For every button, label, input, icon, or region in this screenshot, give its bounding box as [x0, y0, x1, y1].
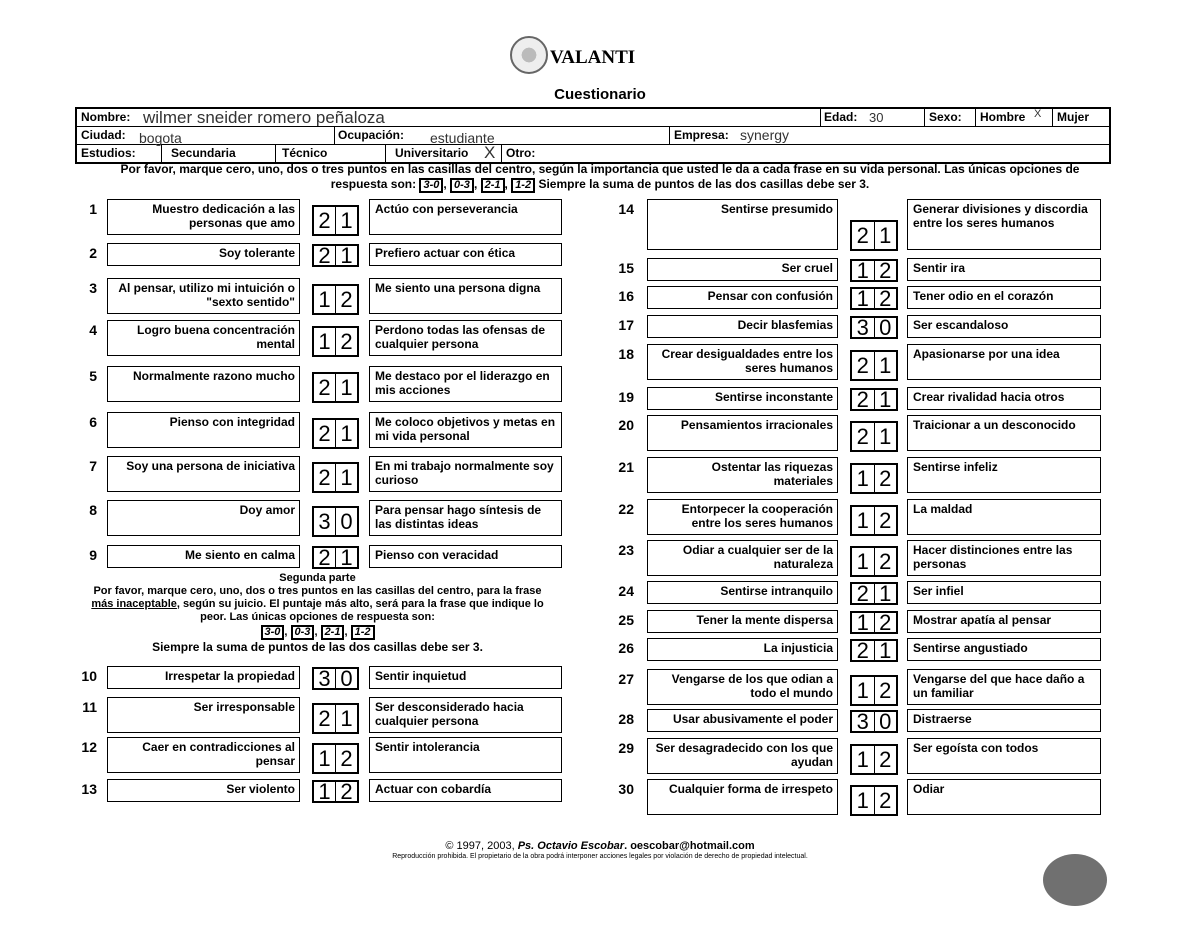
- hombre-label: Hombre: [980, 110, 1026, 124]
- instructions-line-2: respuesta son: 3-0 , 0-3 , 2-1 , 1-2 Siempre la suma de puntos de las dos casillas debe ser 3.: [330, 177, 870, 191]
- option-badge: 1-2: [511, 178, 535, 193]
- item-number: 8: [89, 502, 97, 518]
- right-statement: Ser desconsiderado hacia cualquier persona: [369, 697, 562, 733]
- right-statement: Ser escandaloso: [907, 315, 1101, 338]
- left-statement: Soy una persona de iniciativa: [107, 456, 300, 492]
- logo-text: VALANTI: [550, 47, 636, 68]
- left-statement: Tener la mente dispersa: [647, 610, 838, 633]
- left-statement: Vengarse de los que odian a todo el mundo: [647, 669, 838, 705]
- score-left-field[interactable]: 2: [852, 423, 875, 450]
- option-badge: 2-1: [321, 625, 345, 640]
- score-right-field[interactable]: 2: [879, 258, 892, 283]
- right-statement: Prefiero actuar con ética: [369, 243, 562, 266]
- score-pair[interactable]: [312, 703, 359, 734]
- score-right-field[interactable]: 1: [879, 387, 892, 412]
- item-number: 23: [618, 542, 634, 558]
- item-number: 11: [82, 699, 97, 715]
- score-left-field[interactable]: 2: [852, 584, 875, 603]
- item-number: 26: [618, 640, 634, 656]
- left-statement: Me siento en calma: [107, 545, 300, 568]
- header-row-3: [77, 145, 1109, 162]
- left-statement: Decir blasfemias: [647, 315, 838, 338]
- left-statement: Pienso con integridad: [107, 412, 300, 448]
- left-statement: Normalmente razono mucho: [107, 366, 300, 402]
- second-part-title: Segunda parte: [279, 572, 356, 584]
- score-right-field[interactable]: 1: [879, 638, 892, 663]
- nombre-field[interactable]: wilmer sneider romero peñaloza: [143, 109, 385, 126]
- score-pair[interactable]: [312, 326, 359, 357]
- score-left-field[interactable]: 1: [852, 613, 875, 632]
- right-statement: Sentir inquietud: [369, 666, 562, 689]
- left-statement: Odiar a cualquier ser de la naturaleza: [647, 540, 838, 576]
- left-statement: Crear desigualdades entre los seres humanos: [647, 344, 838, 380]
- right-statement: Actúo con perseverancia: [369, 199, 562, 235]
- score-right-field[interactable]: 1: [879, 581, 892, 606]
- score-pair[interactable]: [312, 667, 359, 690]
- mujer-label: Mujer: [1057, 110, 1090, 124]
- item-number: 14: [618, 201, 634, 217]
- score-pair[interactable]: [850, 611, 898, 634]
- empresa-field[interactable]: synergy: [740, 127, 790, 143]
- score-pair[interactable]: [312, 205, 359, 236]
- left-statement: Irrespetar la propiedad: [107, 666, 300, 689]
- right-statement: Distraerse: [907, 709, 1101, 732]
- score-left-field[interactable]: 3: [314, 508, 336, 535]
- hombre-checkmark[interactable]: X: [1034, 108, 1042, 120]
- left-statement: Pensamientos irracionales: [647, 415, 838, 451]
- dark-circle: [1043, 854, 1107, 906]
- left-statement: Al pensar, utilizo mi intuición o "sexto sentido": [107, 278, 300, 314]
- score-left-field[interactable]: 3: [852, 318, 875, 337]
- score-right-field[interactable]: 0: [879, 315, 892, 340]
- item-number: 2: [89, 245, 97, 261]
- left-statement: Doy amor: [107, 500, 300, 536]
- item-number: 22: [618, 501, 634, 517]
- score-right-field[interactable]: 1: [340, 706, 353, 731]
- score-left-field[interactable]: 1: [314, 782, 336, 801]
- score-pair[interactable]: [312, 462, 359, 493]
- score-left-field[interactable]: 1: [852, 507, 875, 534]
- score-pair[interactable]: [850, 505, 898, 536]
- score-right-field[interactable]: 1: [340, 545, 353, 570]
- score-pair[interactable]: [312, 284, 359, 315]
- score-left-field[interactable]: 2: [852, 390, 875, 409]
- left-statement: Ser irresponsable: [107, 697, 300, 733]
- left-statement: Sentirse intranquilo: [647, 581, 838, 604]
- sexo-label: Sexo:: [929, 110, 962, 124]
- ocupacion-field[interactable]: estudiante: [430, 130, 495, 146]
- score-right-field[interactable]: 2: [879, 788, 892, 813]
- right-statement: Para pensar hago síntesis de las distintas ideas: [369, 500, 562, 536]
- page-title: Cuestionario: [554, 86, 646, 103]
- right-statement: Sentir ira: [907, 258, 1101, 281]
- option-badge: 3-0: [261, 625, 285, 640]
- right-statement: Traicionar a un desconocido: [907, 415, 1101, 451]
- score-pair[interactable]: [850, 744, 898, 775]
- right-statement: Ser egoísta con todos: [907, 738, 1101, 774]
- ciudad-field[interactable]: bogota: [139, 130, 182, 146]
- left-statement: Caer en contradicciones al pensar: [107, 737, 300, 773]
- underlined-phrase: más inaceptable: [91, 598, 177, 610]
- estudios-label: Estudios:: [81, 146, 136, 160]
- right-statement: En mi trabajo normalmente soy curioso: [369, 456, 562, 492]
- universitario-checkmark[interactable]: X: [484, 145, 496, 162]
- right-statement: Perdono todas las ofensas de cualquier persona: [369, 320, 562, 356]
- score-right-field[interactable]: 2: [879, 610, 892, 635]
- score-pair[interactable]: [850, 582, 898, 605]
- score-right-field[interactable]: 1: [340, 243, 353, 268]
- score-pair[interactable]: [312, 743, 359, 774]
- option-badge: 3-0: [419, 178, 443, 193]
- score-pair[interactable]: [850, 546, 898, 577]
- item-number: 30: [618, 781, 634, 797]
- score-left-field[interactable]: 1: [314, 328, 336, 355]
- score-pair[interactable]: [850, 220, 898, 251]
- otro-label: Otro:: [506, 146, 536, 160]
- edad-label: Edad:: [824, 110, 858, 124]
- score-pair[interactable]: [850, 287, 898, 310]
- right-statement: Ser infiel: [907, 581, 1101, 604]
- score-pair[interactable]: [312, 372, 359, 403]
- score-right-field[interactable]: 1: [879, 223, 892, 248]
- left-statement: Ser violento: [107, 779, 300, 802]
- score-right-field[interactable]: 1: [340, 465, 353, 490]
- score-left-field[interactable]: 1: [852, 465, 875, 492]
- score-pair[interactable]: [850, 785, 898, 816]
- score-pair[interactable]: [312, 506, 359, 537]
- score-left-field[interactable]: 1: [314, 286, 336, 313]
- right-statement: Sentirse angustiado: [907, 638, 1101, 661]
- item-number: 20: [618, 417, 634, 433]
- score-left-field[interactable]: 1: [852, 289, 875, 308]
- item-number: 1: [89, 201, 97, 217]
- score-right-field[interactable]: 1: [340, 375, 353, 400]
- score-pair[interactable]: [850, 675, 898, 706]
- score-right-field[interactable]: 2: [340, 287, 353, 312]
- universitario-label: Universitario: [395, 146, 469, 160]
- score-pair[interactable]: [850, 463, 898, 494]
- tecnico-label: Técnico: [282, 146, 328, 160]
- score-left-field[interactable]: 3: [852, 712, 875, 731]
- score-right-field[interactable]: 2: [340, 329, 353, 354]
- score-right-field[interactable]: 2: [340, 746, 353, 771]
- item-number: 6: [89, 414, 97, 430]
- legal-notice: Reproducción prohibida. El propietario de la obra podrá interponer acciones legales por violación de derecho de propiedad intelectual.: [392, 853, 808, 860]
- item-number: 27: [618, 671, 634, 687]
- item-number: 17: [618, 317, 634, 333]
- score-right-field[interactable]: 0: [879, 709, 892, 734]
- right-statement: La maldad: [907, 499, 1101, 535]
- score-right-field[interactable]: 0: [340, 666, 353, 691]
- item-number: 16: [618, 288, 634, 304]
- right-statement: Generar divisiones y discordia entre los seres humanos: [907, 199, 1101, 250]
- score-pair[interactable]: [312, 244, 359, 267]
- score-left-field[interactable]: 2: [852, 352, 875, 379]
- personal-info-form: [75, 107, 1111, 164]
- score-left-field[interactable]: 2: [314, 246, 336, 265]
- header-row-1: [77, 109, 1109, 127]
- item-number: 9: [89, 547, 97, 563]
- score-left-field[interactable]: 1: [852, 261, 875, 280]
- score-right-field[interactable]: 1: [340, 208, 353, 233]
- score-right-field[interactable]: 1: [340, 421, 353, 446]
- item-number: 13: [81, 781, 97, 797]
- copyright: © 1997, 2003,: [445, 840, 515, 852]
- score-left-field[interactable]: 2: [314, 548, 336, 567]
- score-right-field[interactable]: 2: [340, 779, 353, 804]
- right-statement: Mostrar apatía al pensar: [907, 610, 1101, 633]
- right-statement: Me destaco por el liderazgo en mis acciones: [369, 366, 562, 402]
- author: Ps. Octavio Escobar: [517, 840, 625, 852]
- score-pair[interactable]: [850, 316, 898, 339]
- right-statement: Crear rivalidad hacia otros: [907, 387, 1101, 410]
- score-right-field[interactable]: 1: [879, 353, 892, 378]
- right-statement: Sentirse infeliz: [907, 457, 1101, 493]
- item-number: 29: [618, 740, 634, 756]
- score-left-field[interactable]: 2: [314, 420, 336, 447]
- left-statement: Muestro dedicación a las personas que amo: [107, 199, 300, 235]
- ocupacion-label: Ocupación:: [338, 128, 405, 142]
- score-left-field[interactable]: 1: [314, 745, 336, 772]
- option-badge: 2-1: [481, 178, 505, 193]
- nombre-label: Nombre:: [81, 110, 131, 124]
- right-statement: Me siento una persona digna: [369, 278, 562, 314]
- score-left-field[interactable]: 2: [314, 464, 336, 491]
- left-statement: Ostentar las riquezas materiales: [647, 457, 838, 493]
- option-badge: 0-3: [291, 625, 315, 640]
- option-badge: 0-3: [450, 178, 474, 193]
- left-statement: Soy tolerante: [107, 243, 300, 266]
- footer: [0, 840, 1200, 860]
- left-statement: Entorpecer la cooperación entre los seres humanos: [647, 499, 838, 535]
- score-right-field[interactable]: 2: [879, 678, 892, 703]
- left-statement: Logro buena concentración mental: [107, 320, 300, 356]
- score-right-field[interactable]: 2: [879, 747, 892, 772]
- score-left-field[interactable]: 1: [852, 746, 875, 773]
- item-number: 28: [618, 711, 634, 727]
- score-pair[interactable]: [850, 710, 898, 733]
- score-left-field[interactable]: 2: [852, 222, 875, 249]
- score-pair[interactable]: [850, 421, 898, 452]
- ciudad-label: Ciudad:: [81, 128, 126, 142]
- score-left-field[interactable]: 2: [314, 374, 336, 401]
- left-statement: Sentirse presumido: [647, 199, 838, 250]
- score-right-field[interactable]: 2: [879, 466, 892, 491]
- left-statement: Ser desagradecido con los que ayudan: [647, 738, 838, 774]
- item-number: 10: [81, 668, 97, 684]
- left-statement: Ser cruel: [647, 258, 838, 281]
- item-number: 21: [618, 459, 634, 475]
- score-right-field[interactable]: 2: [879, 549, 892, 574]
- score-pair[interactable]: [850, 388, 898, 411]
- empresa-label: Empresa:: [674, 128, 729, 142]
- right-statement: Sentir intolerancia: [369, 737, 562, 773]
- item-number: 3: [89, 280, 97, 296]
- valanti-logo: [510, 36, 660, 76]
- item-number: 25: [618, 612, 634, 628]
- score-pair[interactable]: [850, 259, 898, 282]
- item-number: 15: [618, 260, 634, 276]
- score-pair[interactable]: [312, 546, 359, 569]
- right-statement: Pienso con veracidad: [369, 545, 562, 568]
- score-right-field[interactable]: 2: [879, 508, 892, 533]
- option-badge: 1-2: [351, 625, 375, 640]
- score-left-field[interactable]: 1: [852, 548, 875, 575]
- right-statement: Odiar: [907, 779, 1101, 815]
- left-statement: Cualquier forma de irrespeto: [647, 779, 838, 815]
- email: . oescobar@hotmail.com: [624, 840, 755, 852]
- score-right-field[interactable]: 0: [340, 509, 353, 534]
- item-number: 4: [89, 322, 97, 338]
- left-statement: Usar abusivamente el poder: [647, 709, 838, 732]
- score-pair[interactable]: [850, 639, 898, 662]
- score-left-field[interactable]: 2: [852, 641, 875, 660]
- score-right-field[interactable]: 2: [879, 286, 892, 311]
- item-number: 12: [81, 739, 97, 755]
- score-left-field[interactable]: 2: [314, 705, 336, 732]
- item-number: 7: [89, 458, 97, 474]
- instructions: [20, 162, 1180, 193]
- edad-field[interactable]: 30: [869, 110, 884, 125]
- right-statement: Vengarse del que hace daño a un familiar: [907, 669, 1101, 705]
- score-pair[interactable]: [312, 418, 359, 449]
- right-statement: Hacer distinciones entre las personas: [907, 540, 1101, 576]
- item-number: 18: [618, 346, 634, 362]
- item-number: 19: [618, 389, 634, 405]
- instructions-line-1: Por favor, marque cero, uno, dos o tres puntos en las casillas del centro, según la importancia que usted le da a cada frase en su vida personal. Las únicas opciones de: [120, 162, 1080, 176]
- left-statement: Sentirse inconstante: [647, 387, 838, 410]
- score-left-field[interactable]: 1: [852, 787, 875, 814]
- right-statement: Actuar con cobardía: [369, 779, 562, 802]
- left-statement: Pensar con confusión: [647, 286, 838, 309]
- left-statement: La injusticia: [647, 638, 838, 661]
- logo-emblem-icon: [510, 36, 548, 74]
- header-row-2: [77, 127, 1109, 145]
- item-number: 5: [89, 368, 97, 384]
- score-right-field[interactable]: 1: [879, 424, 892, 449]
- right-statement: Apasionarse por una idea: [907, 344, 1101, 380]
- score-left-field[interactable]: 1: [852, 677, 875, 704]
- score-pair[interactable]: [312, 780, 359, 803]
- item-number: 24: [618, 583, 634, 599]
- score-left-field[interactable]: 2: [314, 207, 336, 234]
- right-statement: Tener odio en el corazón: [907, 286, 1101, 309]
- second-part-instructions: Segunda parte Por favor, marque cero, uno, dos o tres puntos en las casillas del centro, para la frase más inaceptable, según su juicio. El puntaje más alto, será para la frase que indique lo peor. Las únicas opciones de respuesta son: 3-0 , 0-3 , 2-1 , 1-2 Siempre la suma de puntos de las dos casillas debe ser 3.: [60, 572, 575, 654]
- score-left-field[interactable]: 3: [314, 669, 336, 688]
- right-statement: Me coloco objetivos y metas en mi vida personal: [369, 412, 562, 448]
- secundaria-label: Secundaria: [171, 146, 236, 160]
- score-pair[interactable]: [850, 350, 898, 381]
